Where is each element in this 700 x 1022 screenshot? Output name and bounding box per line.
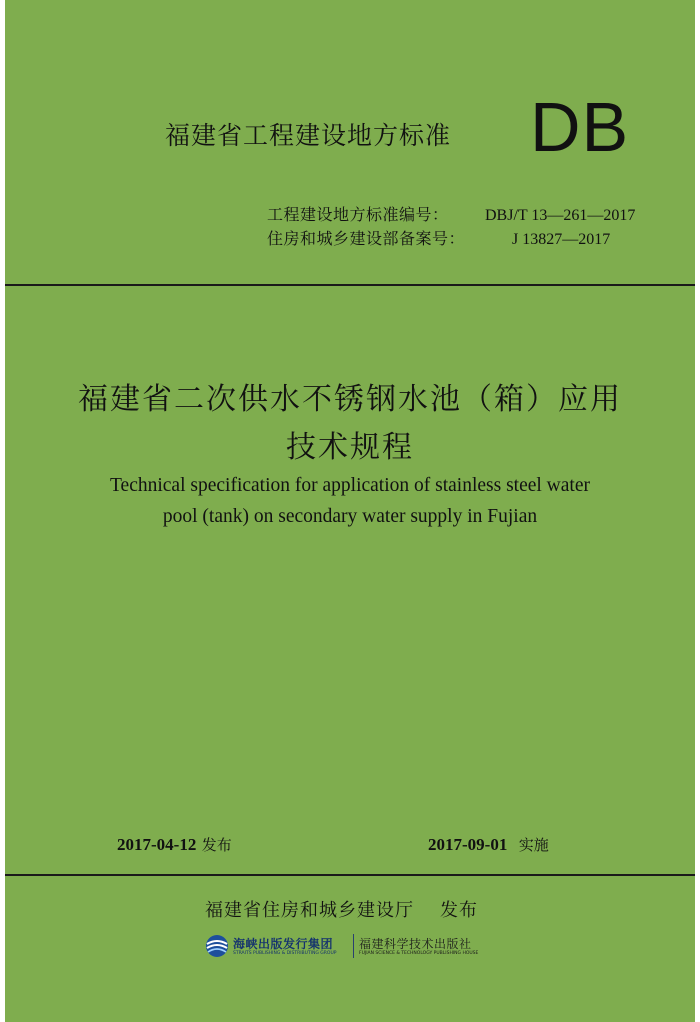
record-number-value: J 13827—2017 — [512, 231, 611, 248]
implement-date-value: 2017-09-01 — [428, 835, 508, 854]
title-en-line1: Technical specification for application of stainless steel water — [110, 475, 590, 496]
publisher1-en: STRAITS PUBLISHING & DISTRIBUTING GROUP — [233, 951, 337, 956]
logo-separator — [353, 934, 354, 958]
globe-icon — [205, 934, 229, 958]
publish-date-value: 2017-04-12 — [117, 835, 197, 854]
publish-date — [117, 834, 232, 855]
bottom-divider — [5, 874, 695, 876]
record-number-row — [267, 226, 610, 249]
issuer-line — [205, 896, 478, 922]
standard-code-value: DBJ/T 13—261—2017 — [485, 207, 636, 224]
standard-code-label: 工程建设地方标准编号： — [267, 205, 449, 224]
book-cover — [5, 0, 695, 1022]
implement-word: 实施 — [518, 836, 549, 854]
standard-code-row — [267, 202, 635, 225]
issuer-name: 福建省住房和城乡建设厅 — [205, 900, 414, 921]
publisher1-name: 海峡出版发行集团 — [233, 937, 334, 951]
issue-word: 发布 — [440, 900, 478, 921]
publisher2-en: FUJIAN SCIENCE & TECHNOLOGY PUBLISHING HOUSE — [359, 951, 479, 956]
title-en-line2: pool (tank) on secondary water supply in Fujian — [162, 506, 538, 527]
standard-type: 福建省工程建设地方标准 — [165, 121, 452, 150]
title-cn-line1: 福建省二次供水不锈钢水池（箱）应用 — [78, 382, 622, 417]
top-divider — [5, 284, 695, 286]
title-cn-line2: 技术规程 — [286, 430, 414, 465]
implement-date — [428, 834, 549, 855]
record-number-label: 住房和城乡建设部备案号： — [267, 229, 466, 248]
publish-word: 发布 — [201, 836, 232, 854]
publisher2-name: 福建科学技术出版社 — [359, 937, 472, 951]
db-mark: DB — [530, 88, 630, 166]
